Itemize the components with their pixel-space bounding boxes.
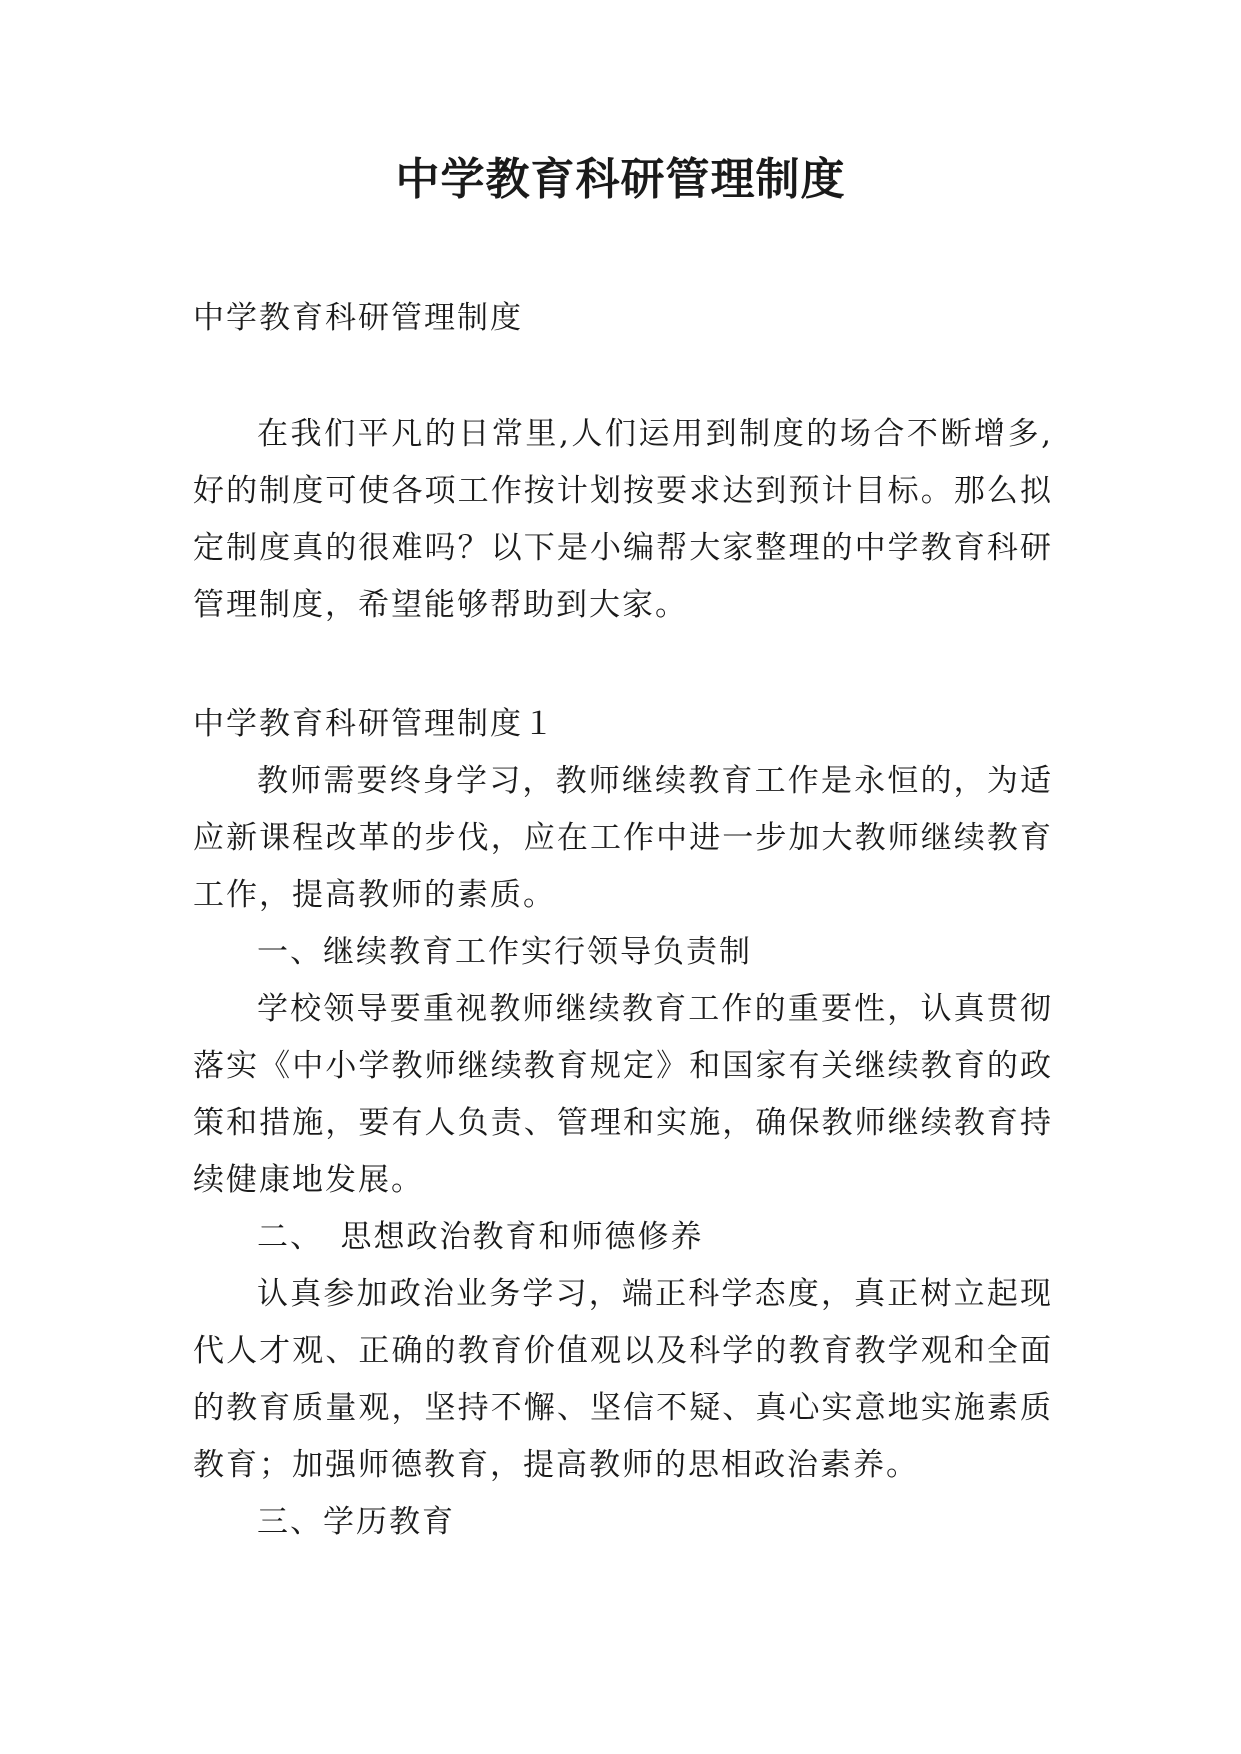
section-1-title: 中学教育科研管理制度１	[193, 706, 556, 742]
leadership-paragraph: 学校领导要重视教师继续教育工作的重要性，认真贯彻落实《中小学教师继续教育规定》和国家有关继续教育的政策和措施，要有人负责、管理和实施，确保教师继续教育持续健康地发展。	[193, 991, 1053, 1198]
section-1-paragraph: 教师需要终身学习，教师继续教育工作是永恒的，为适应新课程改革的步伐，应在工作中进一步加大教师继续教育工作，提高教师的素质。	[193, 763, 1053, 913]
document-subtitle	[193, 290, 1053, 347]
section-1	[193, 696, 1053, 1551]
document-title: 中学教育科研管理制度	[395, 154, 846, 205]
intro-paragraph: 在我们平凡的日常里,人们运用到制度的场合不断增多,好的制度可使各项工作按计划按要求达到预计目标。那么拟定制度真的很难吗？以下是小编帮大家整理的中学教育科研管理制度，希望能够帮助到大家。	[193, 416, 1053, 623]
subtitle-text: 中学教育科研管理制度	[193, 300, 523, 336]
intro-block	[193, 406, 1053, 634]
heading-political-education: 二、 思想政治教育和师德修养	[257, 1219, 704, 1255]
political-education-paragraph: 认真参加政治业务学习，端正科学态度，真正树立起现代人才观、正确的教育价值观以及科学的教育教学观和全面的教育质量观，坚持不懈、坚信不疑、真心实意地实施素质教育；加强师德教育，提高教师的思相政治素养。	[193, 1276, 1053, 1483]
heading-academic-education: 三、学历教育	[257, 1504, 455, 1540]
heading-leadership: 一、继续教育工作实行领导负责制	[257, 934, 752, 970]
